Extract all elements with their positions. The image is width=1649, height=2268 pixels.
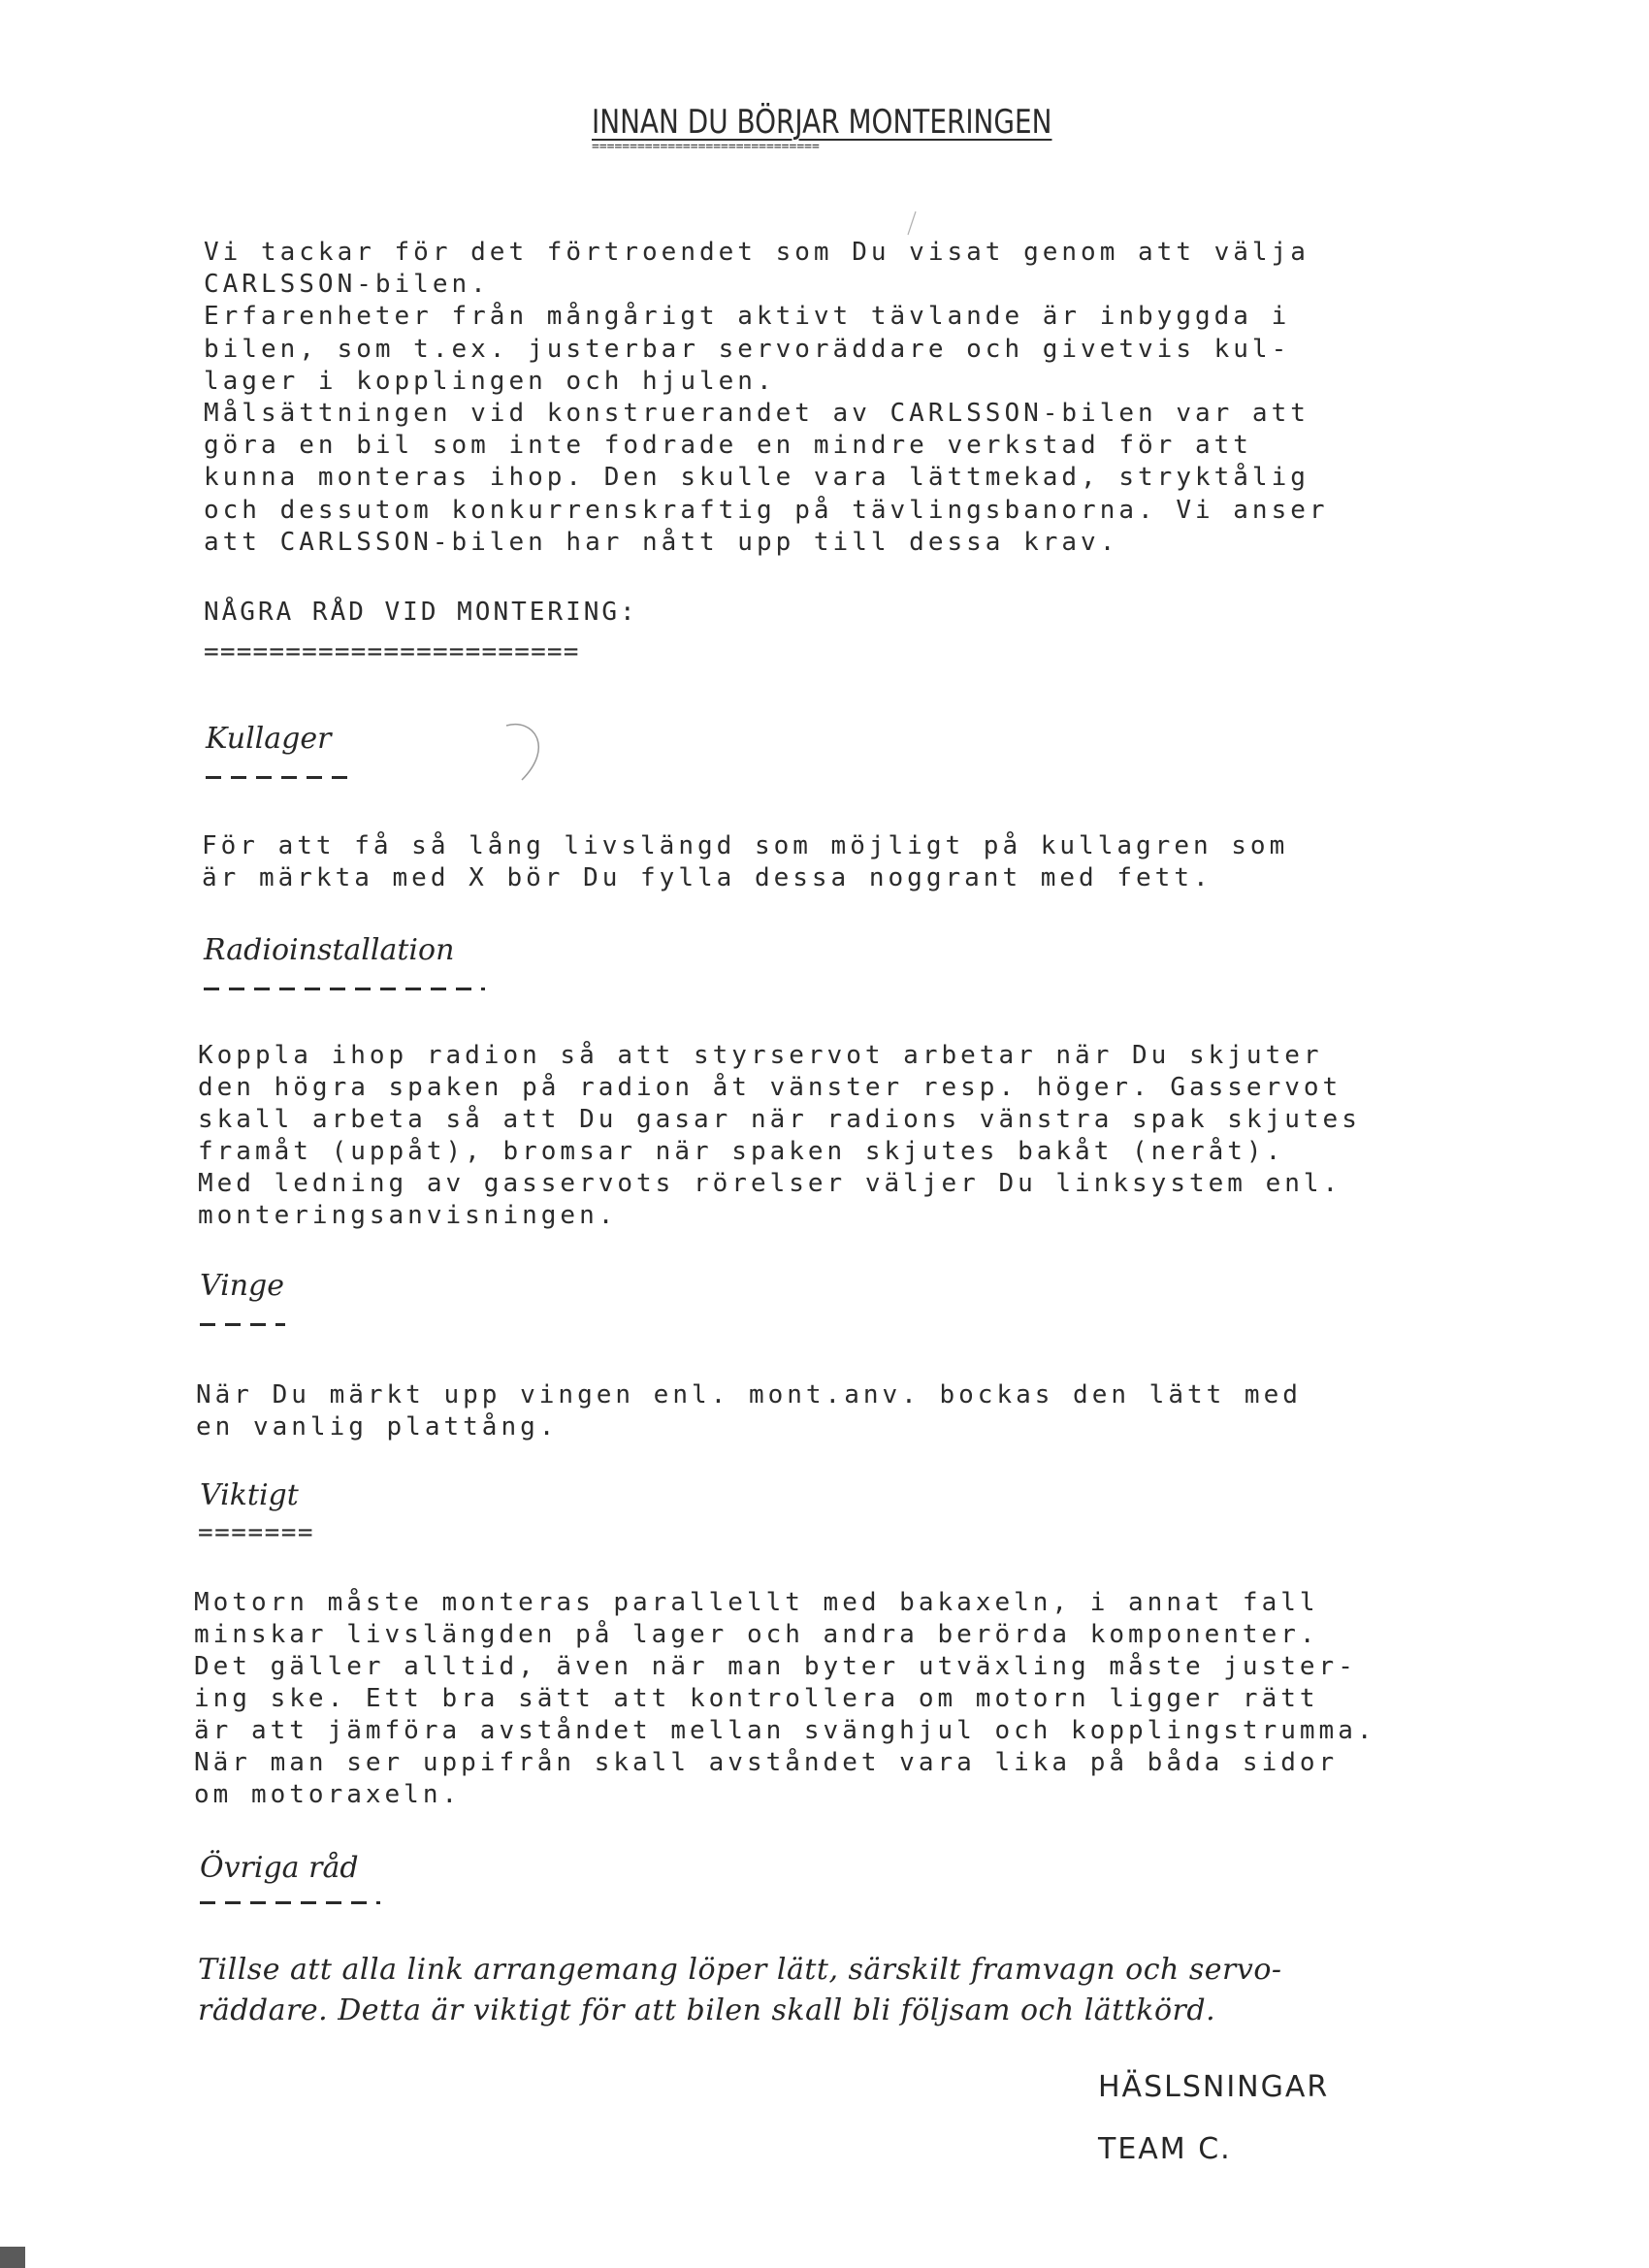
signature-greeting: HÄSLSNINGAR	[1098, 2070, 1330, 2104]
viktigt-line: minskar livslängden på lager och andra berörda komponenter.	[194, 1620, 1319, 1649]
intro-line: CARLSSON-bilen.	[204, 270, 490, 300]
viktigt-line: om motoraxeln.	[194, 1780, 462, 1809]
viktigt-line: Det gäller alltid, även när man byter utväxling måste juster-	[194, 1652, 1357, 1681]
ovriga-line: Tillse att alla link arrangemang löper lätt, särskilt framvagn och servo-	[198, 1953, 1282, 1987]
intro-line: lager i kopplingen och hjulen.	[204, 366, 776, 396]
vinge-heading-rule	[200, 1323, 285, 1326]
kullager-heading: Kullager	[206, 722, 332, 756]
title-double-rule: ==============================	[592, 144, 820, 151]
scan-mark	[495, 718, 553, 786]
intro-line: Vi tackar för det förtroendet som Du visat genom att välja	[204, 238, 1310, 267]
signature-team: TEAM C.	[1098, 2132, 1232, 2166]
kullager-line: För att få så lång livslängd som möjligt på kullagren som	[202, 831, 1289, 860]
ovriga-line: räddare. Detta är viktigt för att bilen skall bli följsam och lättkörd.	[198, 1993, 1216, 2027]
scan-mark	[902, 210, 922, 239]
radio-line: monteringsanvisningen.	[198, 1201, 618, 1230]
intro-line: och dessutom konkurrenskraftig på tävlingsbanorna. Vi anser	[204, 495, 1329, 525]
page-title: INNAN DU BÖRJAR MONTERINGEN	[592, 103, 1052, 142]
viktigt-line: Motorn måste monteras parallellt med bakaxeln, i annat fall	[194, 1588, 1319, 1617]
radio-line: Med ledning av gasservots rörelser väljer Du linksystem enl.	[198, 1169, 1342, 1198]
radio-line: framåt (uppåt), bromsar när spaken skjutes bakåt (neråt).	[198, 1137, 1285, 1166]
viktigt-line: är att jämföra avståndet mellan svänghjul och kopplingstrumma.	[194, 1716, 1376, 1745]
viktigt-heading: Viktigt	[200, 1478, 299, 1512]
ovriga-heading: Övriga råd	[200, 1851, 359, 1885]
intro-line: att CARLSSON-bilen har nått upp till dessa krav.	[204, 527, 1119, 557]
viktigt-line: ing ske. Ett bra sätt att kontrollera om motorn ligger rätt	[194, 1684, 1319, 1713]
ovriga-heading-rule	[200, 1901, 380, 1904]
intro-line: Erfarenheter från mångårigt aktivt tävlande är inbyggda i	[204, 302, 1291, 332]
radio-line: skall arbeta så att Du gasar när radions vänstra spak skjutes	[198, 1105, 1361, 1134]
kullager-heading-rule	[206, 776, 353, 779]
radio-heading-rule	[204, 988, 485, 990]
intro-line: bilen, som t.ex. justerbar servoräddare och givetvis kul-	[204, 334, 1291, 364]
vinge-line: När Du märkt upp vingen enl. mont.anv. bockas den lätt med	[196, 1380, 1302, 1409]
advice-heading-rule: =======================	[204, 637, 580, 666]
intro-line: kunna monteras ihop. Den skulle vara lättmekad, stryktålig	[204, 463, 1310, 493]
viktigt-line: När man ser uppifrån skall avståndet vara lika på båda sidor	[194, 1748, 1339, 1777]
vinge-line: en vanlig plattång.	[196, 1412, 559, 1442]
kullager-line: är märkta med X bör Du fylla dessa noggrant med fett.	[202, 863, 1212, 892]
intro-line: göra en bil som inte fodrade en mindre verkstad för att	[204, 431, 1252, 461]
radio-line: den högra spaken på radion åt vänster resp. höger. Gasservot	[198, 1073, 1342, 1102]
radio-line: Koppla ihop radion så att styrservot arbetar när Du skjuter	[198, 1041, 1323, 1070]
advice-heading: NÅGRA RÅD VID MONTERING:	[204, 598, 638, 627]
scan-edge-mark	[0, 2247, 25, 2268]
vinge-heading: Vinge	[200, 1269, 285, 1303]
intro-line: Målsättningen vid konstruerandet av CARLSSON-bilen var att	[204, 399, 1310, 428]
viktigt-heading-rule: =======	[198, 1518, 315, 1547]
radio-heading: Radioinstallation	[204, 933, 455, 967]
